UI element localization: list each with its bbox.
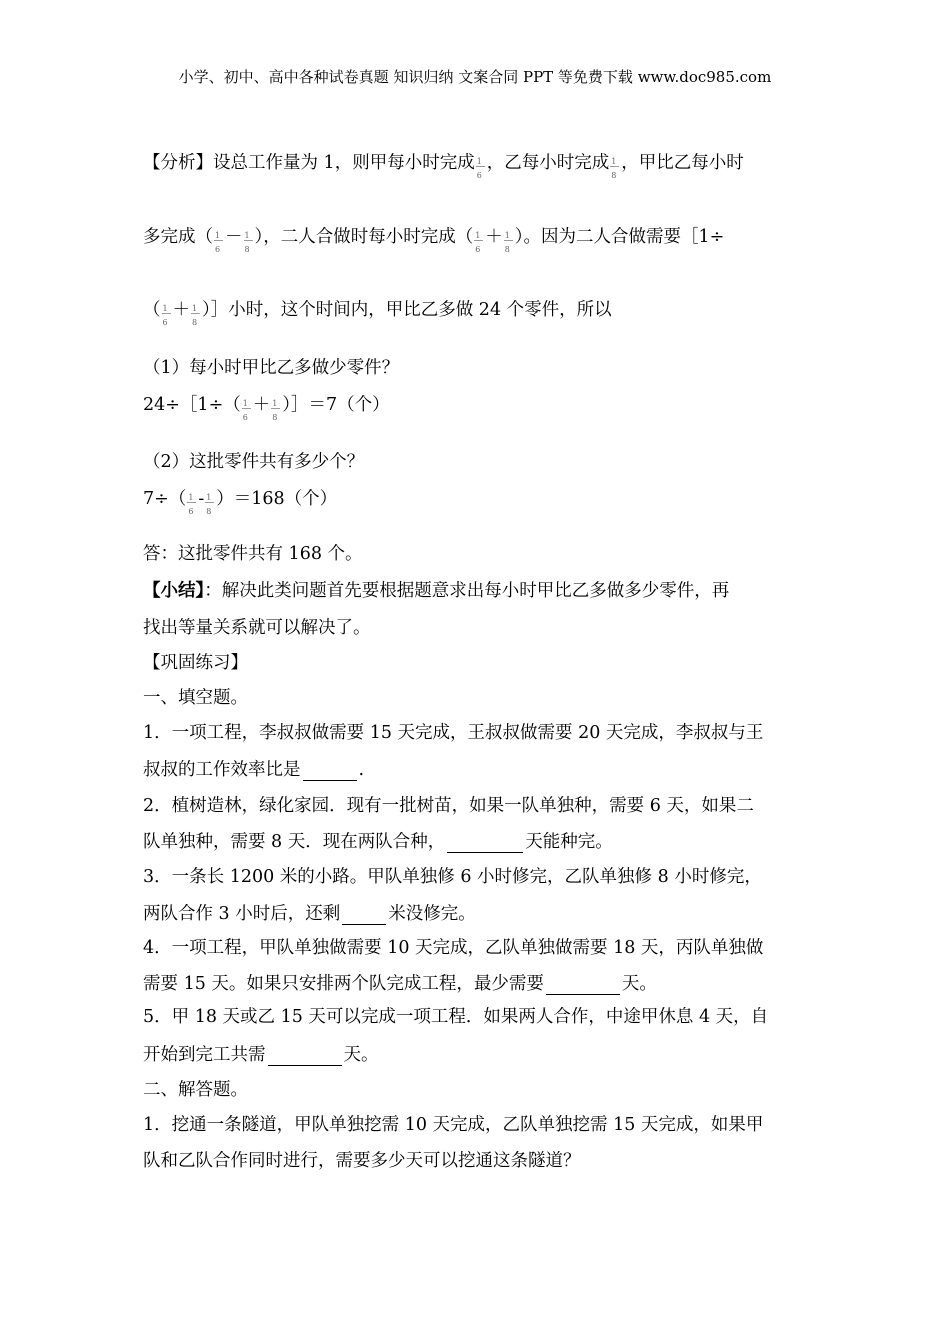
fraction-1-6: $\frac{1}{6}$: [475, 152, 487, 174]
practice-title: 【巩固练习】: [143, 653, 248, 673]
fraction-1-6: $\frac{1}{6}$: [241, 394, 253, 416]
fill-q4-line-2: 需要 15 天。如果只安排两个队完成工程，最少需要 天。: [143, 974, 657, 994]
answer-blank[interactable]: [546, 976, 620, 995]
fill-q1-line-2: 叔叔的工作效率比是 .: [143, 760, 365, 780]
fraction-1-6: $\frac{1}{6}$: [186, 488, 198, 510]
fill-q5-line-2: 开始到完工共需 天。: [143, 1045, 379, 1065]
fraction-1-8: $\frac{1}{8}$: [204, 488, 216, 510]
section-fill-title: 一、填空题。: [143, 688, 248, 708]
fill-q3-line-1: 3．一条长 1200 米的小路。甲队单独修 6 小时修完，乙队单独修 8 小时修完，: [143, 867, 762, 887]
fill-q2-line-1: 2．植树造林，绿化家园．现有一批树苗，如果一队单独种，需要 6 天，如果二: [143, 796, 754, 816]
fraction-1-8: $\frac{1}{8}$: [503, 226, 515, 248]
solve-q1-line-1: 1．挖通一条隧道，甲队单独挖需 10 天完成，乙队单独挖需 15 天完成，如果甲: [143, 1115, 764, 1135]
analysis-line-3: （ $\frac{1}{6}$ ＋ $\frac{1}{8}$ ）］小时，这个时间内，甲比乙多做 24 个零件，所以: [143, 300, 612, 327]
fill-q3-line-2: 两队合作 3 小时后，还剩 米没修完。: [143, 904, 476, 924]
answer-blank[interactable]: [342, 906, 386, 925]
question-1: （1）每小时甲比乙多做少零件？: [143, 358, 400, 378]
page-header: 小学、初中、高中各种试卷真题 知识归纳 文案合同 PPT 等免费下载 www.doc985.com: [178, 68, 772, 86]
section-solve-title: 二、解答题。: [143, 1080, 248, 1100]
answer: 答：这批零件共有 168 个。: [143, 544, 363, 564]
answer-blank[interactable]: [268, 1047, 342, 1066]
fraction-1-8: $\frac{1}{8}$: [190, 299, 202, 321]
question-2-calc: 7÷（ $\frac{1}{6}$ - $\frac{1}{8}$ ）＝168（个）: [143, 489, 338, 516]
fraction-1-6: $\frac{1}{6}$: [213, 226, 225, 248]
fraction-1-6: $\frac{1}{6}$: [161, 299, 173, 321]
fraction-1-8: $\frac{1}{8}$: [270, 394, 282, 416]
fill-q1-line-1: 1．一项工程，李叔叔做需要 15 天完成，王叔叔做需要 20 天完成，李叔叔与王: [143, 723, 764, 743]
fraction-1-8: $\frac{1}{8}$: [609, 152, 621, 174]
analysis-line-1: 【分析】设总工作量为 1，则甲每小时完成 $\frac{1}{6}$ ，乙每小时完成 $\frac{1}{8}$ ，甲比乙每小时: [143, 153, 744, 180]
question-1-calc: 24÷［1÷（ $\frac{1}{6}$ ＋ $\frac{1}{8}$ ）］＝7（个）: [143, 395, 390, 422]
answer-blank[interactable]: [447, 834, 523, 853]
fraction-1-8: $\frac{1}{8}$: [243, 226, 255, 248]
analysis-label: 【分析】: [143, 153, 213, 173]
solve-q1-line-2: 队和乙队合作同时进行，需要多少天可以挖通这条隧道？: [143, 1151, 581, 1171]
fill-q2-line-2: 队单独种，需要 8 天．现在两队合种， 天能种完。: [143, 832, 613, 852]
answer-blank[interactable]: [303, 762, 357, 781]
summary-label: 【小结】: [143, 581, 205, 601]
question-2: （2）这批零件共有多少个？: [143, 452, 365, 472]
analysis-line-2: 多完成（ $\frac{1}{6}$ － $\frac{1}{8}$ ），二人合做时每小时完成（ $\frac{1}{6}$ ＋ $\frac{1}{8}$ ）。因为二人合做需要［1÷: [143, 227, 725, 254]
summary-line-2: 找出等量关系就可以解决了。: [143, 618, 371, 638]
fill-q5-line-1: 5．甲 18 天或乙 15 天可以完成一项工程．如果两人合作，中途甲休息 4 天，自: [143, 1007, 769, 1027]
fraction-1-6: $\frac{1}{6}$: [473, 226, 485, 248]
summary-line-1: 【小结】：解决此类问题首先要根据题意求出每小时甲比乙多做多少零件，再: [143, 581, 730, 601]
fill-q4-line-1: 4．一项工程，甲队单独做需要 10 天完成，乙队单独做需要 18 天，丙队单独做: [143, 938, 764, 958]
